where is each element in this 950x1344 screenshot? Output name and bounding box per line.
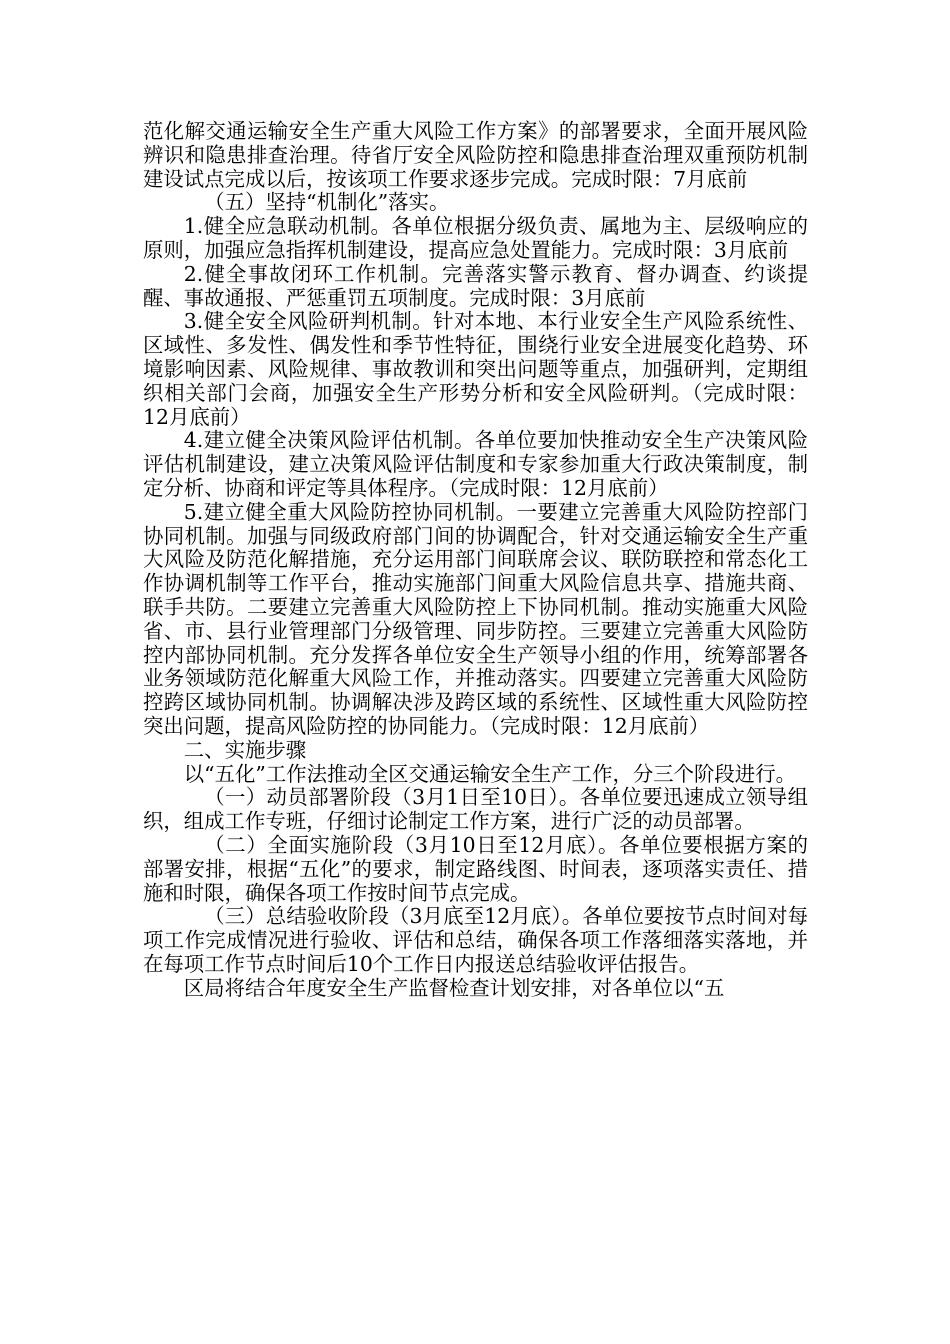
- paragraph-stage-3: （三）总结验收阶段（3月底至12月底）。各单位要按节点时间对每项工作完成情况进行验收、评估和总结，确保各项工作落细落实落地，并在每项工作节点时间后10个工作日内报送总结验收评估报告。: [143, 904, 808, 976]
- paragraph-steps-intro: 以“五化”工作法推动全区交通运输安全生产工作，分三个阶段进行。: [183, 761, 796, 786]
- heading-mechanism-implementation: （五）坚持“机制化”落实。: [204, 190, 450, 215]
- paragraph-stage-1: （一）动员部署阶段（3月1日至10日）。各单位要迅速成立领导组织，组成工作专班，仔细讨论制定工作方案，进行广泛的动员部署。: [143, 785, 808, 834]
- paragraph-item-1: 1.健全应急联动机制。各单位根据分级负责、属地为主、层级响应的原则，加强应急指挥机制建设，提高应急处置能力。完成时限：3月底前: [143, 214, 808, 262]
- heading-implementation-steps: 二、实施步骤: [183, 737, 307, 762]
- document-page: [143, 120, 808, 1000]
- paragraph-item-5: 5.建立健全重大风险防控协同机制。一要建立完善重大风险防控部门协同机制。加强与同级政府部门间的协调配合，针对交通运输安全生产重大风险及防范化解措施，充分运用部门间联席会议、联防联控和常态化工作协调机制等工作平台，推动实施部门间重大风险信息共享、措施共商、联手共防。二要建立完善重大风险防控上下协同机制。推动实施重大风险省、市、县行业管理部门分级管理、同步防控。三要建立完善重大风险防控内部协同机制。充分发挥各单位安全生产领导小组的作用，统筹部署各业务领域防范化解重大风险工作，并推动落实。四要建立完善重大风险防控跨区域协同机制。协调解决涉及跨区域的系统性、区域性重大风险防控突出问题，提高风险防控的协同能力。（完成时限：12月底前）: [143, 499, 808, 738]
- paragraph-item-4: 4.建立健全决策风险评估机制。各单位要加快推动安全生产决策风险评估机制建设，建立决策风险评估制度和专家参加重大行政决策制度，制定分析、协商和评定等具体程序。（完成时限：12月底前）: [143, 428, 808, 500]
- paragraph-plan-continuation: 范化解交通运输安全生产重大风险工作方案》的部署要求，全面开展风险辨识和隐患排查治理。待省厅安全风险防控和隐患排查治理双重预防机制建设试点完成以后，按该项工作要求逐步完成。完成时限：7月底前: [143, 119, 808, 191]
- paragraph-stage-2: （二）全面实施阶段（3月10日至12月底）。各单位要根据方案的部署安排，根据“五化”的要求，制定路线图、时间表，逐项落实责任、措施和时限，确保各项工作按时间节点完成。: [143, 832, 808, 905]
- paragraph-item-3: 3.健全安全风险研判机制。针对本地、本行业安全生产风险系统性、区域性、多发性、偶发性和季节性特征，围绕行业安全进展变化趋势、环境影响因素、风险规律、事故教训和突出问题等重点，加强研判，定期组织相关部门会商，加强安全生产形势分析和安全风险研判。（完成时限：12月底前）: [143, 309, 808, 429]
- paragraph-closing-partial: 区局将结合年度安全生产监督检查计划安排，对各单位以“五: [183, 975, 725, 1000]
- paragraph-item-2: 2.健全事故闭环工作机制。完善落实警示教育、督办调查、约谈提醒、事故通报、严惩重罚五项制度。完成时限：3月底前: [143, 261, 808, 310]
